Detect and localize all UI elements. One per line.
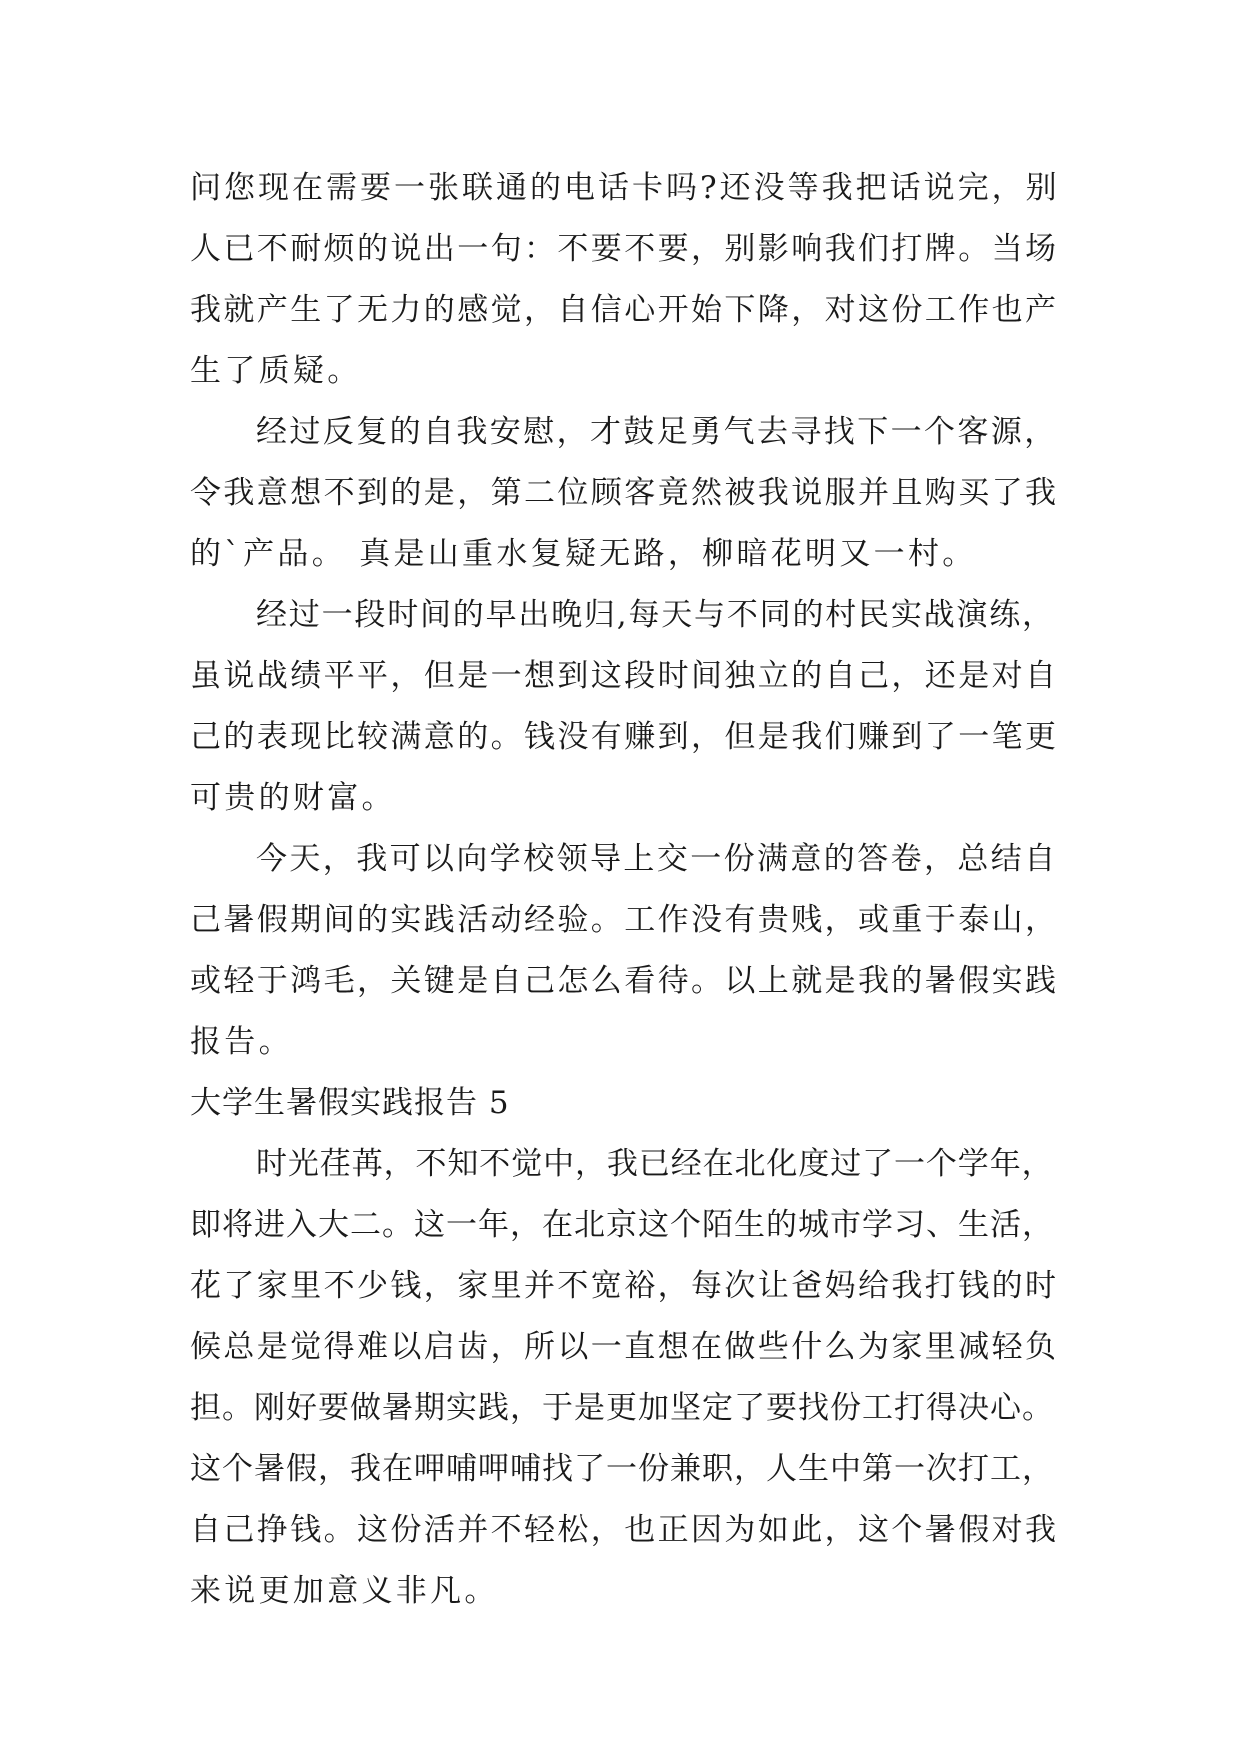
paragraph-first-line: 今天，我可以向学校领导上交一份满意的答卷，总结自 xyxy=(256,841,1058,877)
document-body xyxy=(190,158,1060,1622)
text-line: 虽说战绩平平，但是一想到这段时间独立的自己，还是对自 xyxy=(190,658,1059,694)
text-line: 这个暑假，我在呷哺呷哺找了一份兼职，人生中第一次打工， xyxy=(190,1451,1054,1487)
paragraph-first-line: 经过反复的自我安慰，才鼓足勇气去寻找下一个客源， xyxy=(256,414,1058,450)
text-line: 可贵的财富。 xyxy=(190,780,396,816)
text-line: 令我意想不到的是，第二位顾客竟然被我说服并且购买了我 xyxy=(190,475,1059,511)
text-line: 生了质疑。 xyxy=(190,353,362,389)
text-line: 人已不耐烦的说出一句：不要不要，别影响我们打牌。当场 xyxy=(190,231,1059,267)
text-line: 来说更加意义非凡。 xyxy=(190,1573,499,1609)
paragraph-first-line: 时光荏苒，不知不觉中，我已经在北化度过了一个学年， xyxy=(256,1146,1054,1182)
paragraph-first-line: 经过一段时间的早出晚归,每天与不同的村民实战演练， xyxy=(256,597,1055,633)
text-line: 己的表现比较满意的。钱没有赚到，但是我们赚到了一笔更 xyxy=(190,719,1059,755)
text-line: 的`产品。 真是山重水复疑无路，柳暗花明又一村。 xyxy=(190,536,977,572)
section-heading: 大学生暑假实践报告 5 xyxy=(190,1085,510,1121)
text-line: 即将进入大二。这一年，在北京这个陌生的城市学习、生活， xyxy=(190,1207,1054,1243)
text-line: 我就产生了无力的感觉，自信心开始下降，对这份工作也产 xyxy=(190,292,1059,328)
text-line: 自己挣钱。这份活并不轻松，也正因为如此，这个暑假对我 xyxy=(190,1512,1059,1548)
text-line: 花了家里不少钱，家里并不宽裕，每次让爸妈给我打钱的时 xyxy=(190,1268,1059,1304)
text-line: 或轻于鸿毛，关键是自己怎么看待。以上就是我的暑假实践 xyxy=(190,963,1059,999)
text-line: 候总是觉得难以启齿，所以一直想在做些什么为家里减轻负 xyxy=(190,1329,1059,1365)
text-line: 担。刚好要做暑期实践，于是更加坚定了要找份工打得决心。 xyxy=(190,1390,1054,1426)
text-line: 问您现在需要一张联通的电话卡吗?还没等我把话说完，别 xyxy=(190,170,1060,206)
text-line: 己暑假期间的实践活动经验。工作没有贵贱，或重于泰山， xyxy=(190,902,1059,938)
text-line: 报告。 xyxy=(190,1024,293,1060)
